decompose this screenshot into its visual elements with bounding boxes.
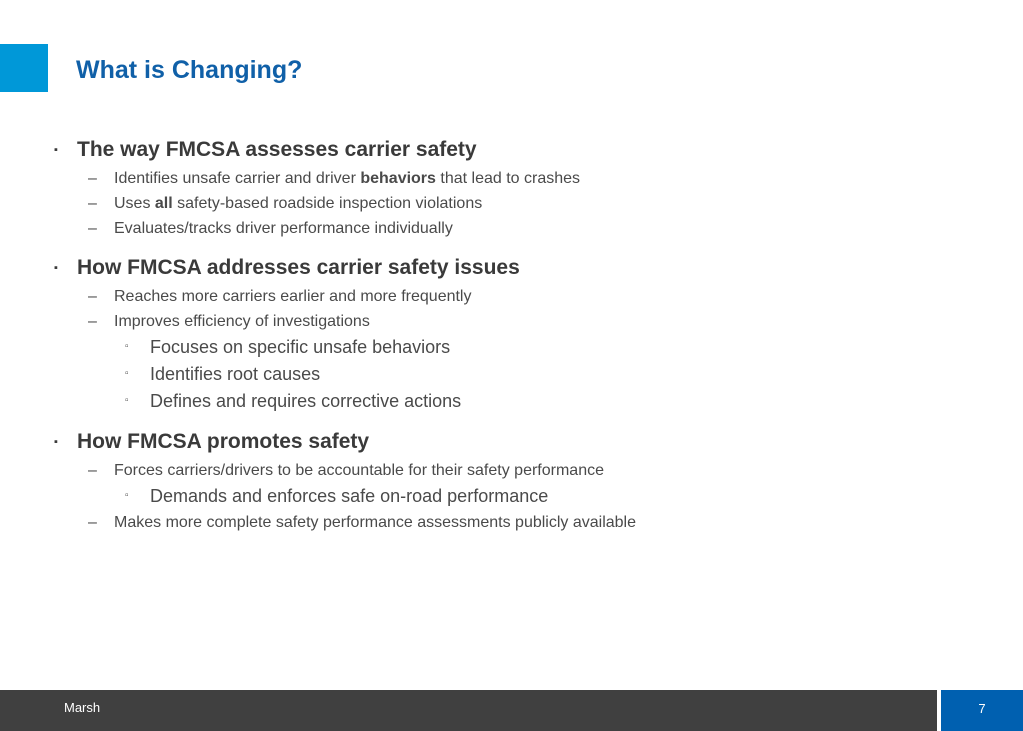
bullet-text: Defines and requires corrective actions: [150, 391, 462, 411]
section-heading: How FMCSA addresses carrier safety issues: [77, 256, 520, 279]
bullet-text: Focuses on specific unsafe behaviors: [150, 337, 451, 357]
section-heading: How FMCSA promotes safety: [77, 430, 370, 453]
hollow-square-bullet-icon: ▫: [125, 395, 129, 406]
dash-bullet-icon: –: [88, 170, 97, 187]
hollow-square-bullet-icon: ▫: [125, 368, 129, 379]
hollow-square-bullet-icon: ▫: [125, 490, 129, 501]
dash-bullet-icon: –: [88, 514, 97, 531]
dash-bullet-icon: –: [88, 313, 97, 330]
bullet-text: Identifies root causes: [150, 364, 321, 384]
bullet-level2: [0, 191, 900, 216]
hollow-square-bullet-icon: ▫: [125, 341, 129, 352]
footer-company: Marsh: [64, 700, 101, 715]
bold-emphasis: all: [154, 195, 173, 212]
bullet-level2: [0, 309, 900, 334]
dash-bullet-icon: –: [88, 462, 97, 479]
bullet-text: Evaluates/tracks driver performance individually: [114, 220, 453, 237]
dash-bullet-icon: –: [88, 288, 97, 305]
bullet-level2: [0, 510, 900, 535]
section-heading: The way FMCSA assesses carrier safety: [77, 138, 477, 161]
footer-bar: [0, 690, 937, 731]
bullet-text: Makes more complete safety performance assessments publicly available: [114, 514, 637, 531]
bullet-level1: [0, 252, 900, 284]
bullet-text: Identifies unsafe carrier and driver behaviors that lead to crashes: [114, 170, 581, 187]
bullet-level3: [0, 361, 900, 388]
bullet-text: Forces carriers/drivers to be accountable for their safety performance: [114, 462, 604, 479]
bullet-text: Improves efficiency of investigations: [114, 313, 370, 330]
square-bullet-icon: ▪: [54, 436, 58, 448]
square-bullet-icon: ▪: [54, 144, 58, 156]
bullet-level1: [0, 426, 900, 458]
bullet-level2: [0, 284, 900, 309]
slide-body: [0, 134, 900, 535]
bullet-level3: [0, 334, 900, 361]
square-bullet-icon: ▪: [54, 262, 58, 274]
bullet-level2: [0, 166, 900, 191]
page-number: 7: [978, 701, 986, 716]
bullet-level3: [0, 388, 900, 415]
slide-title: What is Changing?: [76, 56, 303, 84]
dash-bullet-icon: –: [88, 220, 97, 237]
bullet-level2: [0, 458, 900, 483]
bullet-text: Reaches more carriers earlier and more frequently: [114, 288, 472, 305]
bullet-text: Demands and enforces safe on-road performance: [150, 486, 549, 506]
dash-bullet-icon: –: [88, 195, 97, 212]
title-accent-block: [0, 44, 48, 92]
bullet-level2: [0, 216, 900, 241]
bullet-level1: [0, 134, 900, 166]
bullet-text: Uses all safety-based roadside inspection violations: [114, 195, 483, 212]
bullet-level3: [0, 483, 900, 510]
bold-emphasis: behaviors: [360, 170, 436, 187]
